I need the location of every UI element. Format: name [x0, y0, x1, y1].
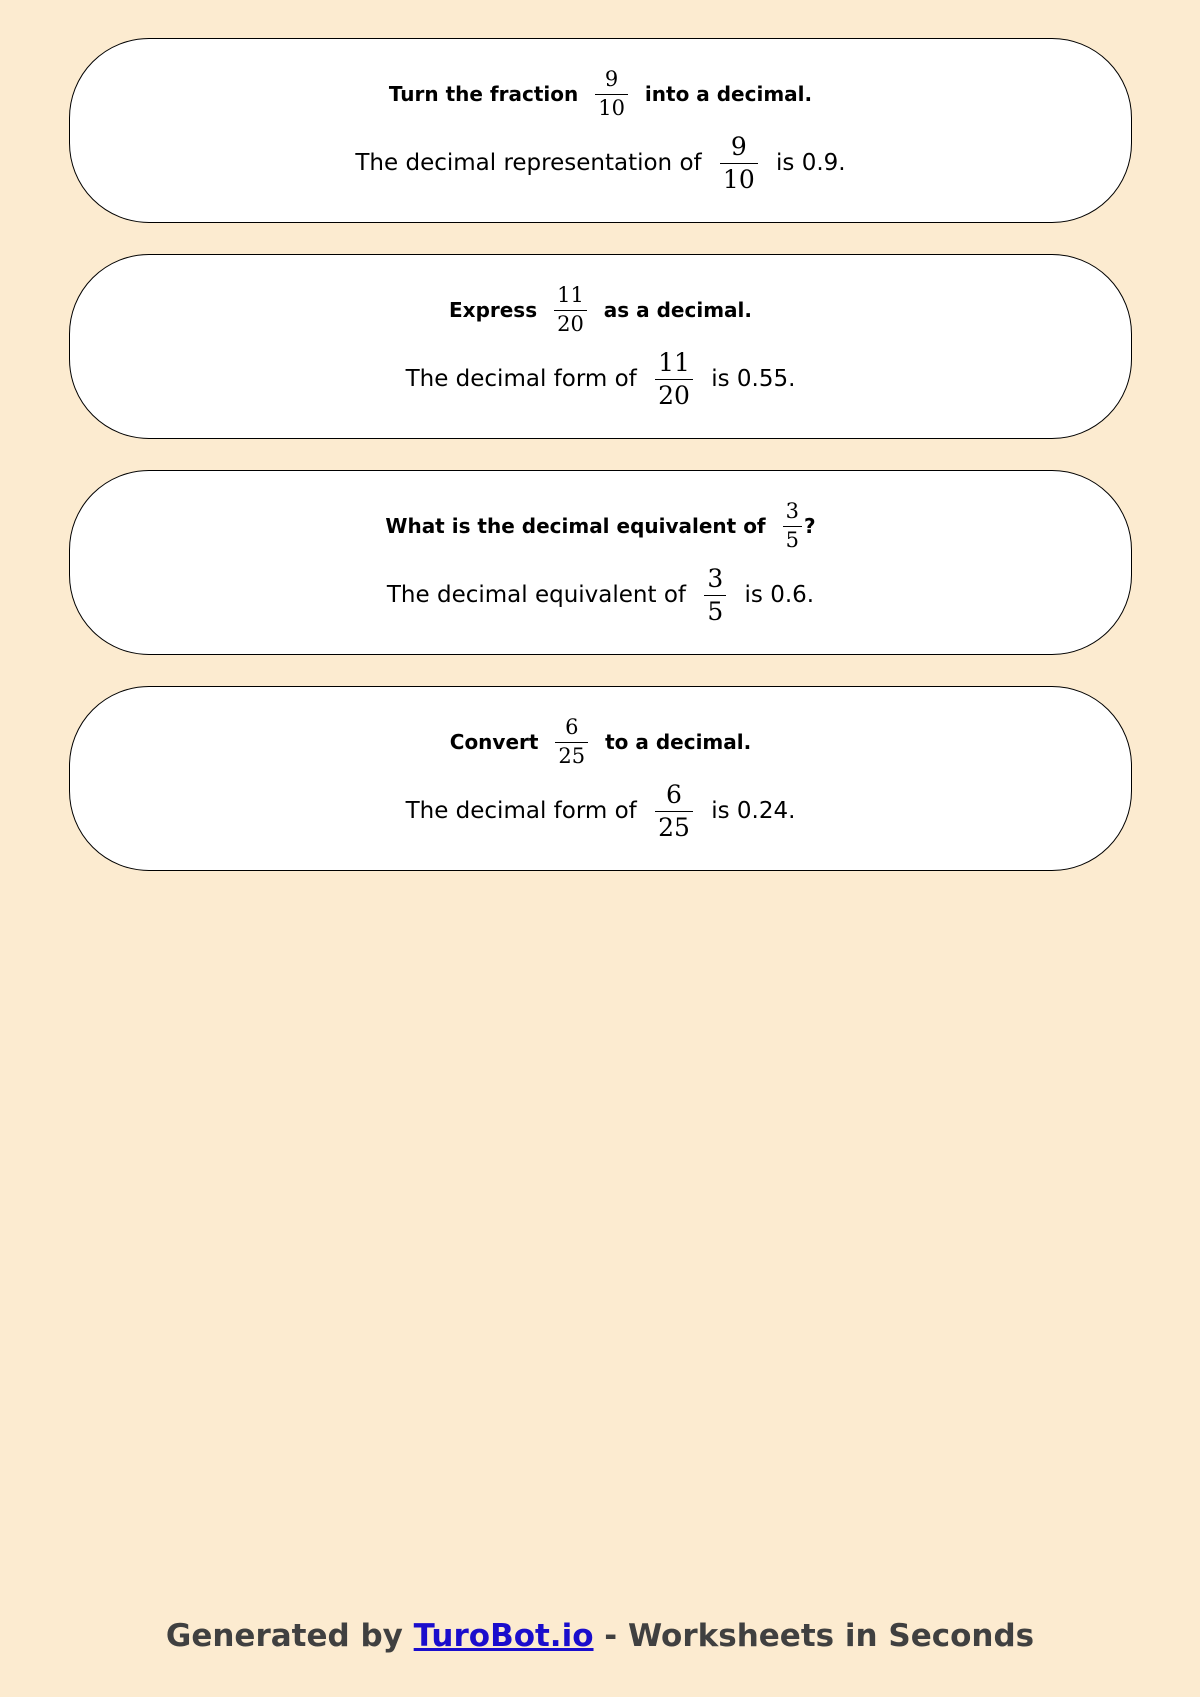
problem-card-2	[69, 254, 1132, 439]
footer-prefix: Generated by	[165, 1618, 414, 1654]
question-fraction	[783, 498, 802, 552]
answer-fraction	[655, 347, 693, 410]
question-text	[389, 64, 812, 124]
turobot-link[interactable]: TuroBot.io	[413, 1618, 594, 1654]
fraction-denominator: 25	[658, 812, 690, 842]
fraction-bar	[704, 595, 726, 596]
answer-text-after: is 0.55.	[703, 365, 796, 392]
fraction-numerator: 11	[557, 282, 584, 307]
fraction-bar	[595, 94, 628, 95]
answer-text-before: The decimal equivalent of	[386, 581, 694, 608]
fraction-denominator: 20	[658, 380, 690, 410]
question-text-after: ?	[803, 513, 816, 538]
answer-text-before: The decimal representation of	[355, 149, 709, 176]
fraction-bar	[655, 379, 693, 380]
footer-suffix: - Worksheets in Seconds	[593, 1618, 1035, 1654]
answer-fraction	[704, 563, 726, 626]
answer-text	[387, 560, 814, 630]
answer-text	[406, 344, 796, 414]
answer-fraction	[655, 779, 693, 842]
answer-text-after: is 0.6.	[737, 581, 815, 608]
fraction-numerator: 6	[666, 779, 682, 809]
answer-text-before: The decimal form of	[405, 797, 645, 824]
question-text-before: Turn the fraction	[388, 81, 586, 106]
fraction-bar	[554, 310, 587, 311]
fraction-bar	[655, 811, 693, 812]
answer-text	[355, 128, 845, 198]
fraction-denominator: 5	[785, 527, 799, 552]
fraction-numerator: 6	[565, 714, 579, 739]
fraction-bar	[720, 163, 758, 164]
fraction-denominator: 10	[598, 95, 625, 120]
problem-list	[69, 38, 1132, 902]
fraction-denominator: 20	[557, 311, 584, 336]
question-text-before: Convert	[449, 729, 546, 754]
problem-card-4	[69, 686, 1132, 871]
question-text-after: into a decimal.	[637, 81, 813, 106]
question-text-before: Express	[449, 297, 545, 322]
question-text	[385, 496, 815, 556]
question-text	[450, 712, 751, 772]
answer-text-before: The decimal form of	[405, 365, 645, 392]
fraction-bar	[555, 742, 588, 743]
fraction-numerator: 9	[604, 66, 619, 91]
question-fraction	[595, 66, 628, 120]
fraction-numerator: 9	[730, 131, 747, 161]
answer-fraction	[720, 131, 758, 194]
question-text	[449, 280, 752, 340]
question-fraction	[555, 714, 588, 768]
question-text-after: to a decimal.	[598, 729, 752, 754]
problem-card-1	[69, 38, 1132, 223]
fraction-numerator: 11	[658, 347, 690, 377]
footer-credit	[0, 1618, 1200, 1654]
question-fraction	[554, 282, 587, 336]
answer-text-after: is 0.24.	[703, 797, 796, 824]
question-text-after: as a decimal.	[596, 297, 752, 322]
fraction-denominator: 10	[722, 164, 755, 194]
fraction-bar	[783, 526, 802, 527]
question-text-before: What is the decimal equivalent of	[385, 513, 773, 538]
fraction-denominator: 25	[558, 743, 586, 768]
answer-text-after: is 0.9.	[768, 149, 846, 176]
fraction-numerator: 3	[785, 498, 799, 523]
fraction-numerator: 3	[707, 563, 724, 593]
fraction-denominator: 5	[707, 596, 724, 626]
problem-card-3	[69, 470, 1132, 655]
answer-text	[406, 776, 796, 846]
